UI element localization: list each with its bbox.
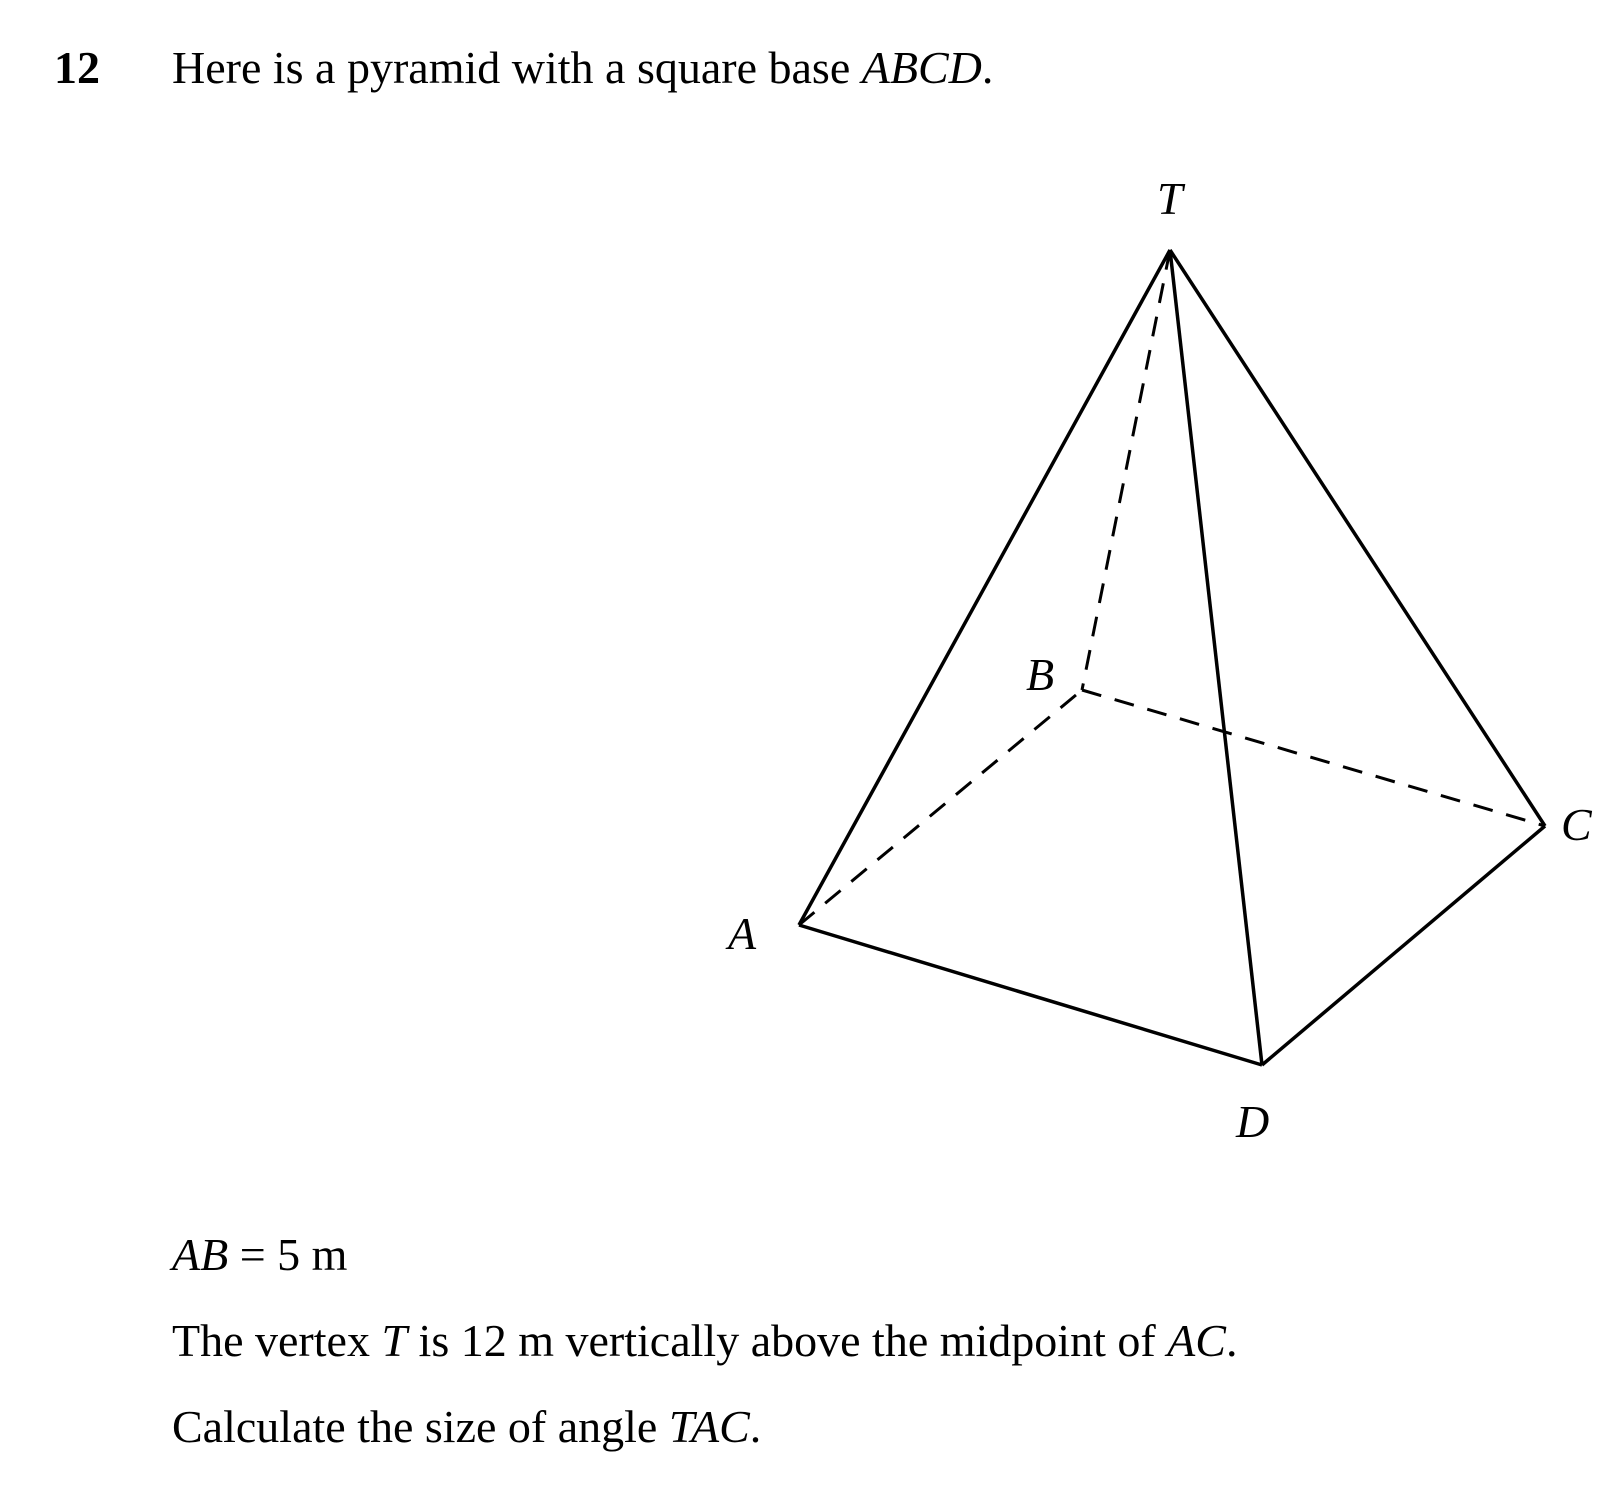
vertex-segment: AC [1167,1315,1226,1366]
task-angle: TAC [668,1401,750,1452]
vertex-mid: is 12 m vertically above the midpoint of [407,1315,1168,1366]
intro-text: Here is a pyramid with a square base [172,42,862,93]
edge-TA [799,250,1170,925]
given-length [172,1227,347,1283]
edge-TB-hidden [1082,250,1170,690]
given-segment: AB [172,1229,229,1280]
task-statement [172,1399,761,1455]
vertex-end: . [1225,1315,1238,1366]
given-value: = 5 m [228,1229,348,1280]
vertex-point: T [381,1315,408,1366]
vertex-label-A: A [728,908,757,959]
vertex-pre: The vertex [172,1315,382,1366]
task-end: . [749,1401,762,1452]
edge-DC [1262,826,1545,1065]
edge-BC-hidden [1082,690,1545,826]
vertex-label-B: B [1026,649,1055,700]
edge-AD [799,925,1262,1065]
question-number: 12 [54,42,100,93]
intro-end: . [981,42,994,93]
vertex-label-D: D [1236,1096,1270,1147]
vertex-statement [172,1313,1237,1369]
vertex-label-T: T [1157,173,1183,224]
base-label: ABCD [861,42,982,93]
vertex-label-C: C [1561,799,1592,850]
task-pre: Calculate the size of angle [172,1401,669,1452]
edge-AB-hidden [799,690,1082,925]
